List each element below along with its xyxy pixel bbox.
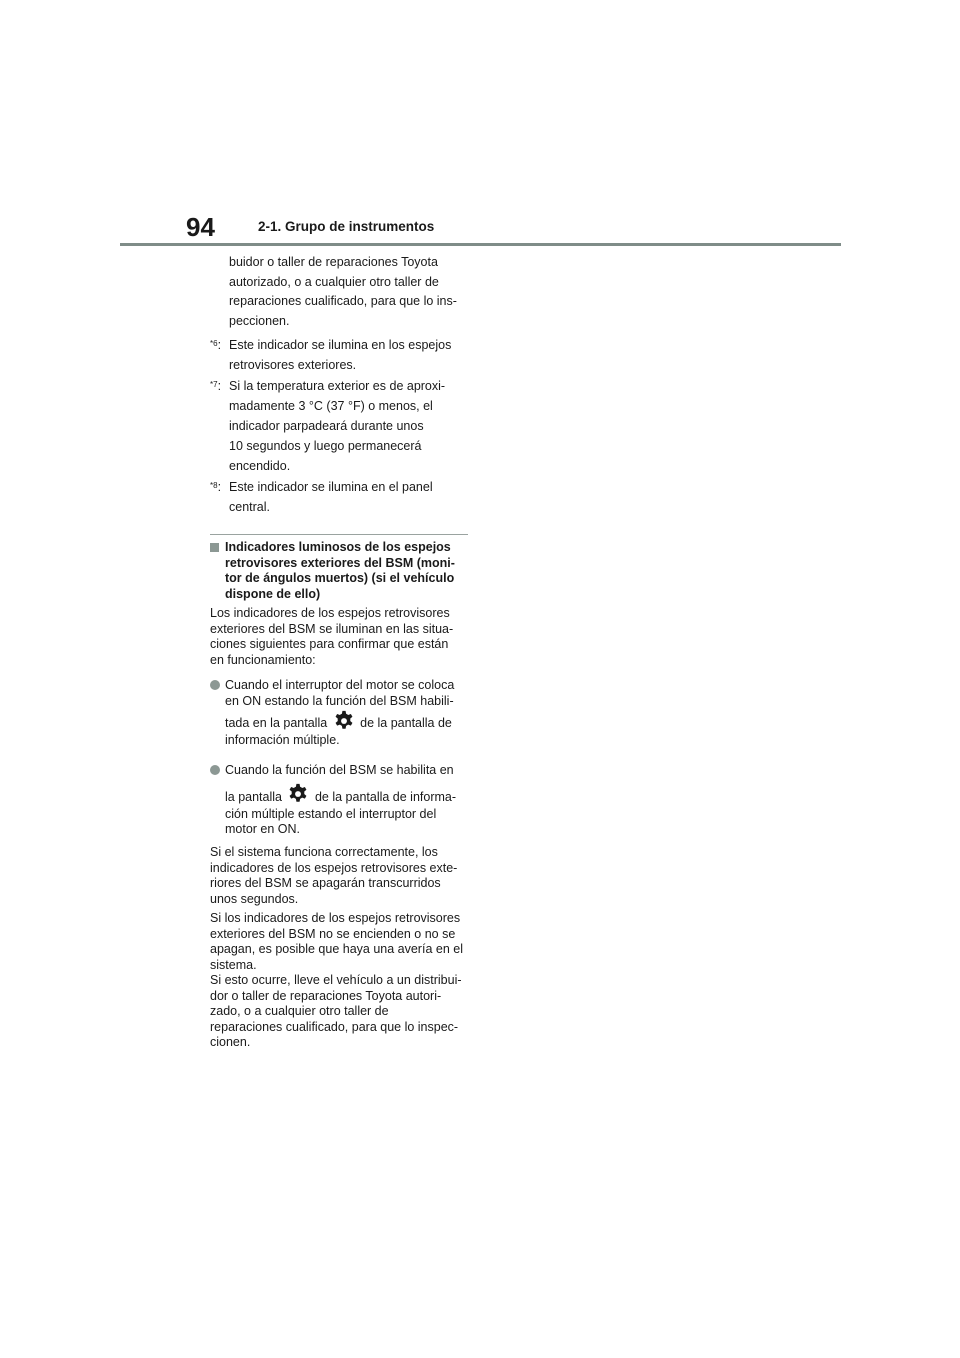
footnote-mark: $^{*6}$: <box>210 338 222 352</box>
gear-icon <box>287 783 309 805</box>
footnote-mark: $^{*7}$: <box>210 379 222 393</box>
footnote-8: $^{*8}$: Este indicador se ilumina en el panel central. <box>210 477 468 517</box>
warning-paragraph: Si los indicadores de los espejos retrovisores exteriores del BSM no se encienden o no se apagan, es posible que haya una avería en el sistema. Si esto ocurre, lleve el vehículo a un distribui- dor o taller de reparaciones Toyota autori- zado, o a cualquier otro taller de reparaciones cualificado, para que lo inspec- cionen. <box>210 911 463 1049</box>
bullet-dot-icon <box>210 680 220 690</box>
header-rule <box>120 243 841 246</box>
intro-paragraph: Los indicadores de los espejos retrovisores exteriores del BSM se iluminan en las situa- ciones siguientes para confirmar que están en funcionamiento: <box>210 606 454 667</box>
bullet-item-1: Cuando el interruptor del motor se coloca en ON estando la función del BSM habili- tada en la pantalla de la pantalla de información múltiple. <box>210 678 468 749</box>
page-number: 94 <box>186 212 215 242</box>
gear-icon <box>333 710 355 732</box>
section-divider <box>210 534 468 535</box>
bullet-dot-icon <box>210 765 220 775</box>
footnote-6: $^{*6}$: Este indicador se ilumina en los espejos retrovisores exteriores. <box>210 335 468 375</box>
footnote-mark: $^{*8}$: <box>210 480 222 494</box>
section-heading: Indicadores luminosos de los espejos retrovisores exteriores del BSM (moni- tor de ángulos muertos) (si el vehículo dispone de ello) <box>210 540 468 602</box>
result-paragraph: Si el sistema funciona correctamente, los indicadores de los espejos retrovisores exte- riores del BSM se apagarán transcurridos unos segundos. <box>210 845 458 906</box>
continuation-text: buidor o taller de reparaciones Toyota autorizado, o a cualquier otro taller de reparaciones cualificado, para que lo ins- peccionen. <box>229 255 457 328</box>
bullet-item-2: Cuando la función del BSM se habilita en la pantalla de la pantalla de informa- ción múltiple estando el interruptor del motor en ON. <box>210 763 468 838</box>
footnote-7: $^{*7}$: Si la temperatura exterior es de aproxi- madamente 3 °C (37 °F) o menos, el indicador parpadeará durante unos 10 segundos y luego permanecerá encendido. <box>210 376 468 476</box>
heading-square-icon <box>210 543 219 552</box>
section-title: 2-1. Grupo de instrumentos <box>258 219 435 234</box>
